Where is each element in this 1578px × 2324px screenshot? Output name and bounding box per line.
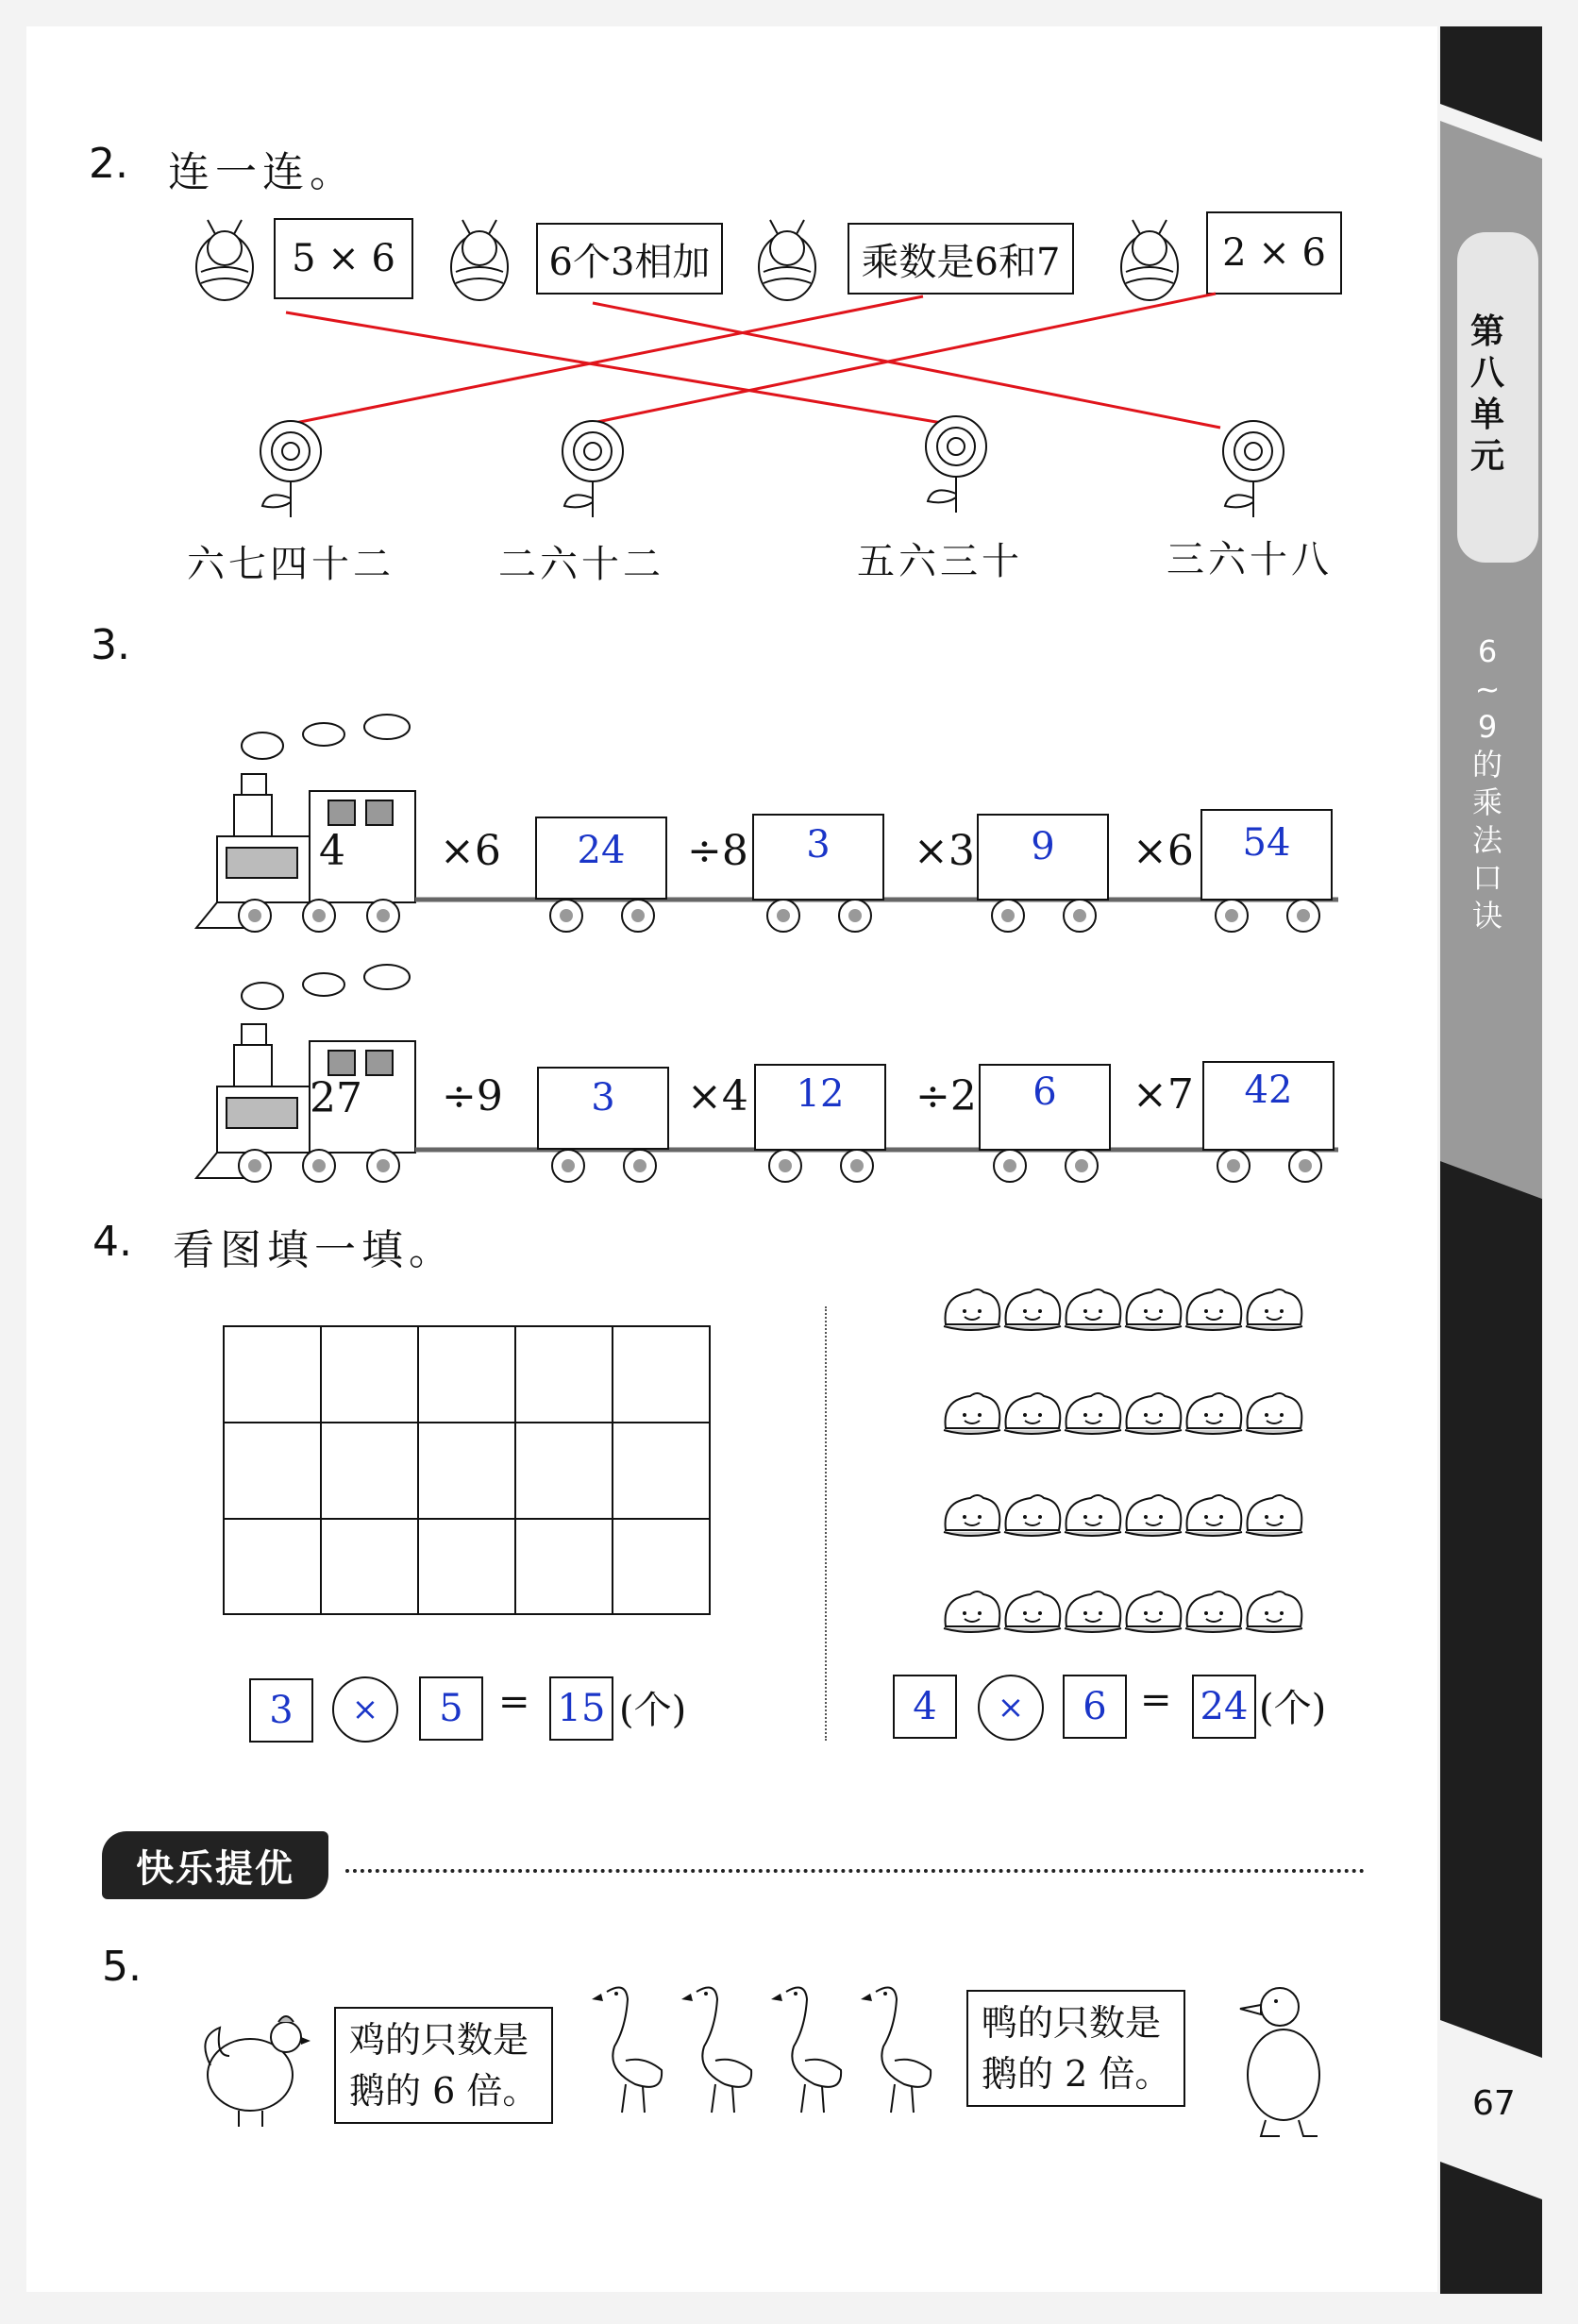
peach-row-3 — [944, 1495, 1302, 1536]
flower-icon — [243, 413, 338, 522]
speech-chicken-line-2: 鹅的 6 倍。 — [349, 2070, 539, 2112]
train-1-op-3: ×3 — [914, 827, 975, 875]
q4-left-operator: × — [332, 1676, 398, 1743]
train-1-op-4: ×6 — [1133, 827, 1194, 875]
side-tab-topic: 6~9的乘法口诀 — [1471, 633, 1502, 934]
flower-label-3: 五六三十 — [857, 540, 1023, 583]
q4-left-result: 15 — [549, 1676, 613, 1741]
section-dotted-rule — [345, 1869, 1365, 1873]
train-2-start: 27 — [310, 1074, 362, 1122]
train-1-op-1: ×6 — [440, 827, 501, 875]
q4-left-unit: (个) — [619, 1689, 687, 1732]
q4-left-equals: = — [498, 1680, 530, 1724]
q3-number: 3. — [91, 621, 130, 669]
speech-chicken-line-1: 鸡的只数是 — [349, 2019, 529, 2061]
goose-icon — [681, 1988, 751, 2113]
q5-number: 5. — [102, 1943, 142, 1991]
peach-row-4 — [944, 1591, 1302, 1632]
goose-icon — [592, 1988, 662, 2113]
train-1-answer-2: 3 — [806, 823, 831, 867]
q4-right-unit: (个) — [1259, 1687, 1327, 1730]
q2-title: 连一连。 — [168, 148, 357, 196]
train-2-op-3: ÷2 — [915, 1072, 977, 1120]
bee-card-1: 5 × 6 — [274, 218, 413, 299]
duck-icon — [1223, 1980, 1336, 2141]
train-2-op-4: ×7 — [1133, 1070, 1194, 1119]
page-number: 67 — [1472, 2084, 1516, 2123]
goose-icon — [861, 1988, 931, 2113]
bee-card-3: 乘数是6和7 — [848, 223, 1074, 295]
flower-icon — [546, 413, 640, 522]
speech-bubble-duck — [966, 1990, 1185, 2107]
peach-row-2 — [944, 1393, 1302, 1434]
train-1-locomotive — [196, 774, 415, 932]
divider-dotted — [825, 1306, 827, 1741]
train-2-answer-2: 12 — [796, 1072, 845, 1116]
peach-rows — [942, 1277, 1348, 1645]
flower-icon — [909, 409, 1003, 517]
train-1-answer-4: 54 — [1242, 821, 1291, 865]
train-1-smoke — [242, 715, 410, 759]
grid-picture — [223, 1325, 713, 1618]
chicken-icon — [192, 1999, 314, 2131]
speech-bubble-chicken — [334, 2007, 553, 2124]
train-1-answer-3: 9 — [1031, 825, 1055, 868]
workbook-page — [26, 26, 1437, 2292]
q4-left-factor-b: 5 — [419, 1676, 483, 1741]
speech-duck-line-1: 鸭的只数是 — [982, 2002, 1162, 2044]
q4-left-factor-a: 3 — [249, 1678, 313, 1743]
q4-right-equals: = — [1140, 1678, 1172, 1722]
train-1-answer-1: 24 — [577, 829, 626, 872]
peach-row-1 — [944, 1289, 1302, 1330]
flower-icon — [1206, 413, 1301, 522]
flower-label-1: 六七四十二 — [187, 543, 394, 586]
train-2-answer-1: 3 — [591, 1076, 615, 1120]
train-2-answer-3: 6 — [1032, 1070, 1057, 1114]
train-1-op-2: ÷8 — [687, 827, 748, 875]
train-1-start: 4 — [319, 827, 345, 875]
speech-duck-line-2: 鹅的 2 倍。 — [982, 2053, 1171, 2095]
bee-card-2: 6个3相加 — [536, 223, 723, 295]
q4-right-factor-a: 4 — [893, 1675, 957, 1739]
train-1 — [168, 706, 1433, 933]
connect-line-4 — [593, 294, 1216, 423]
q4-right-operator: × — [978, 1675, 1044, 1741]
bee-card-4: 2 × 6 — [1206, 211, 1342, 295]
train-2-locomotive — [196, 1024, 415, 1182]
q2-number: 2. — [89, 140, 128, 188]
q4-right-result: 24 — [1192, 1675, 1256, 1739]
q4-right-factor-b: 6 — [1063, 1675, 1127, 1739]
q4-title: 看图填一填。 — [173, 1226, 456, 1274]
geese-group — [583, 1980, 951, 2131]
q4-number: 4. — [92, 1218, 132, 1266]
goose-icon — [771, 1988, 841, 2113]
section-badge: 快乐提优 — [102, 1831, 328, 1899]
train-2-op-1: ÷9 — [442, 1072, 503, 1120]
train-2-op-2: ×4 — [687, 1072, 748, 1120]
connect-line-2 — [593, 303, 1220, 428]
flower-label-4: 三六十八 — [1167, 538, 1333, 581]
side-tab-unit: 第八单元 — [1469, 312, 1504, 476]
train-2-smoke — [242, 965, 410, 1009]
flower-label-2: 二六十二 — [498, 543, 664, 586]
train-2-answer-4: 42 — [1244, 1069, 1293, 1112]
